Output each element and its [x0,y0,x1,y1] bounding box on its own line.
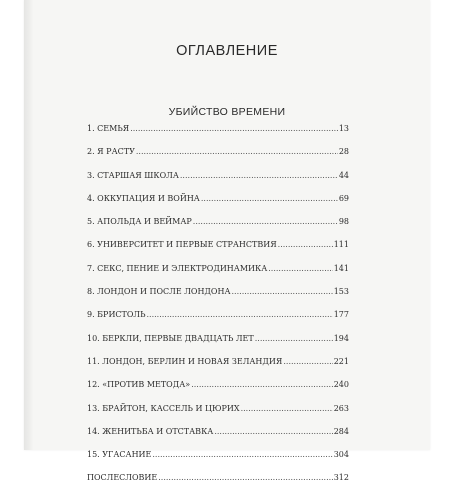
toc-leader-dots [147,310,333,319]
toc-entry [87,171,349,194]
toc-entry-title: 8. ЛОНДОН И ПОСЛЕ ЛОНДОНА [87,287,231,297]
toc-entry [87,334,349,357]
toc-entry [87,310,349,333]
section-title: УБИЙСТВО ВРЕМЕНИ [168,106,286,118]
toc-leader-dots [201,194,338,203]
toc-entry-page: 111 [333,240,349,250]
toc-leader-dots [232,287,333,296]
toc-entry-title: 5. АПОЛЬДА И ВЕЙМАР [87,217,192,227]
toc-entry-title: ПОСЛЕСЛОВИЕ [87,473,158,483]
toc-entry-page: 13 [338,124,349,133]
toc-entry-title: 7. СЕКС, ПЕНИЕ И ЭЛЕКТРОДИНАМИКА [87,263,268,273]
toc-leader-dots [130,124,338,133]
toc-entry-page: 194 [333,333,349,343]
toc-entry-title: 14. ЖЕНИТЬБА И ОТСТАВКА [87,426,214,436]
toc-entry [87,404,349,427]
toc-entry-page: 304 [333,450,349,460]
toc-entry [87,450,349,473]
toc-entry-title: 6. УНИВЕРСИТЕТ И ПЕРВЫЕ СТРАНСТВИЯ [87,240,277,250]
toc-entry-title: 1. СЕМЬЯ [87,124,130,133]
toc-entry [87,357,349,380]
toc-entry-title: 12. «ПРОТИВ МЕТОДА» [87,380,191,390]
toc-leader-dots [241,404,333,413]
page-fold-shadow [24,0,34,450]
toc-entry-title: 10. БЕРКЛИ, ПЕРВЫЕ ДВАДЦАТЬ ЛЕТ [87,333,254,343]
toc-entry-page: 98 [338,217,349,227]
toc-entry-page: 177 [333,310,349,320]
toc-entry [87,287,349,310]
page-heading: ОГЛАВЛЕНИЕ [176,43,278,59]
toc-leader-dots [180,171,338,180]
toc-entry-page: 69 [338,193,349,203]
toc-leader-dots [283,357,332,366]
table-of-contents [87,124,349,497]
toc-leader-dots [136,147,338,156]
toc-leader-dots [268,264,332,273]
toc-entry-page: 312 [333,473,349,483]
toc-entry [87,124,349,147]
toc-leader-dots [193,217,338,226]
toc-leader-dots [255,334,333,343]
toc-entry-title: 4. ОККУПАЦИЯ И ВОЙНА [87,193,200,203]
toc-leader-dots [152,450,332,459]
toc-entry [87,427,349,450]
toc-entry-page: 28 [338,147,349,157]
toc-entry-page: 240 [333,380,349,390]
toc-entry [87,240,349,263]
toc-entry-page: 221 [333,356,349,366]
toc-leader-dots [158,473,332,482]
toc-leader-dots [191,380,333,389]
toc-entry-page: 284 [333,426,349,436]
toc-entry-page: 141 [333,263,349,273]
toc-entry-title: 13. БРАЙТОН, КАССЕЛЬ И ЦЮРИХ [87,403,240,413]
toc-entry-page: 44 [338,170,349,180]
toc-entry-page: 263 [333,403,349,413]
toc-entry-title: 9. БРИСТОЛЬ [87,310,146,320]
toc-entry [87,194,349,217]
toc-entry-page: 153 [333,287,349,297]
toc-entry-title: 3. СТАРШАЯ ШКОЛА [87,170,179,180]
toc-entry [87,380,349,403]
toc-leader-dots [278,240,333,249]
toc-entry [87,147,349,170]
toc-entry [87,473,349,496]
toc-entry-title: 15. УГАСАНИЕ [87,450,152,460]
toc-leader-dots [214,427,332,436]
toc-entry [87,217,349,240]
toc-entry [87,264,349,287]
toc-entry-title: 11. ЛОНДОН, БЕРЛИН И НОВАЯ ЗЕЛАНДИЯ [87,356,283,366]
toc-entry-title: 2. Я РАСТУ [87,147,135,157]
